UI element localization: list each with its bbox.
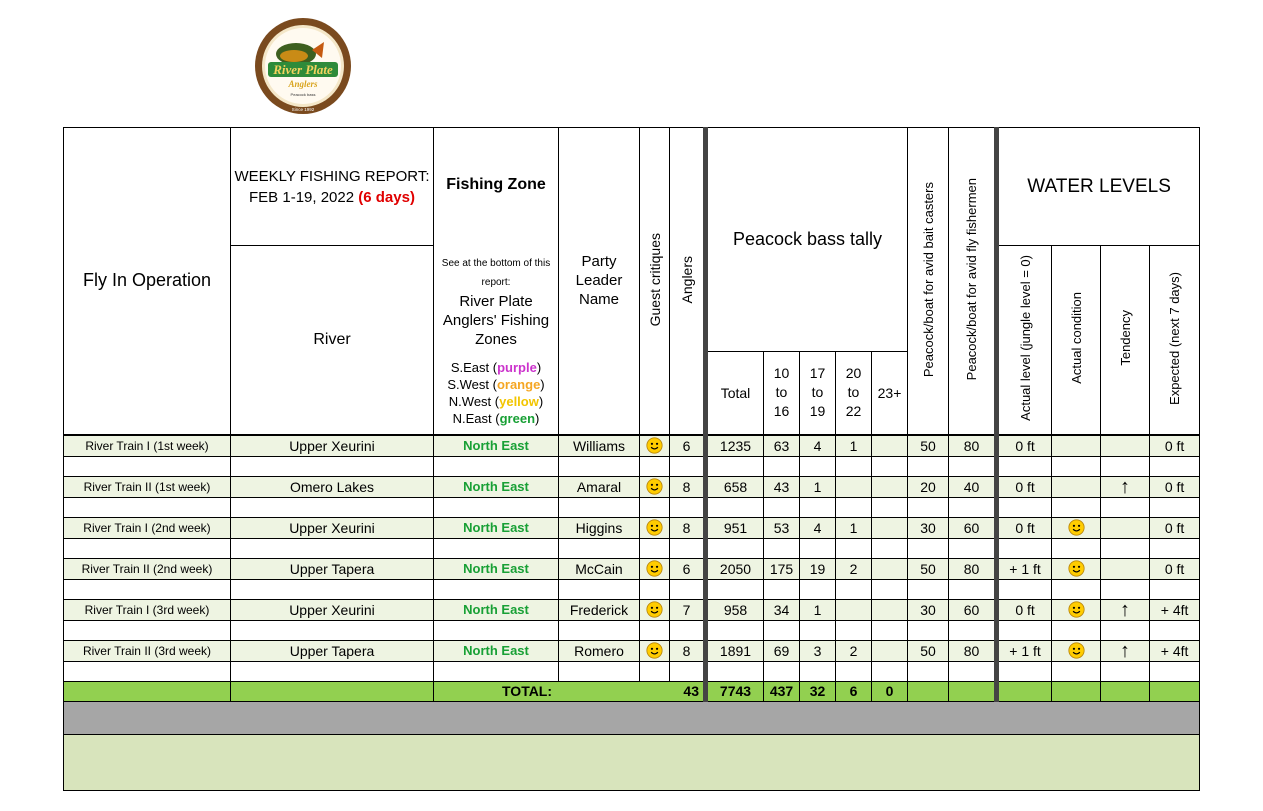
leader-cell: McCain (559, 558, 640, 579)
totals-expected (1150, 681, 1200, 701)
report-dates: FEB 1-19, 2022 (6 days) (249, 188, 415, 206)
anglers-cell: 8 (670, 517, 706, 538)
fly-cell: 80 (949, 558, 997, 579)
tendency-cell (1101, 476, 1150, 497)
tally-10-16-cell: 175 (764, 558, 800, 579)
logo-tag-text: Peacock bass (290, 92, 316, 97)
totals-cond (1052, 681, 1101, 701)
river-cell: Upper Tapera (231, 640, 434, 661)
spacer-row (64, 456, 1200, 476)
tendency-cell (1101, 640, 1150, 661)
peacock-tally-header: Peacock bass tally (706, 128, 908, 352)
river-plate-anglers-logo (254, 14, 352, 118)
tally-total-header: Total (706, 352, 764, 435)
tally-10-16-cell: 43 (764, 476, 800, 497)
bait-cell: 30 (908, 599, 949, 620)
smiley-face-icon (646, 642, 663, 659)
notes-row (64, 734, 1200, 790)
tally-20-22-cell: 1 (836, 517, 872, 538)
tally-23-plus-header: 23+ (872, 352, 908, 435)
river-cell: Upper Tapera (231, 558, 434, 579)
totals-row (64, 681, 1200, 701)
totals-cell-op (64, 681, 231, 701)
actual-condition-cell (1052, 558, 1101, 579)
totals-anglers: 43 (683, 682, 699, 699)
actual-level-cell: 0 ft (997, 517, 1052, 538)
smiley-face-icon (646, 437, 663, 454)
tally-17-19-cell: 1 (800, 476, 836, 497)
fly-cell: 60 (949, 517, 997, 538)
operation-cell: River Train I (2nd week) (64, 517, 231, 538)
report-days: (6 days) (358, 188, 415, 206)
expected-cell: 0 ft (1150, 517, 1200, 538)
tally-23-plus-cell (872, 558, 908, 579)
tally-23-plus-cell (872, 435, 908, 457)
up-arrow-icon: ↑ (1120, 640, 1131, 661)
tally-total-cell: 958 (706, 599, 764, 620)
report-title: WEEKLY FISHING REPORT: (234, 167, 430, 185)
tally-total-cell: 658 (706, 476, 764, 497)
smiley-face-icon (646, 519, 663, 536)
expected-header: Expected (next 7 days) (1150, 246, 1200, 435)
anglers-cell: 6 (670, 558, 706, 579)
guest-critique-cell (640, 599, 670, 620)
actual-condition-cell (1052, 599, 1101, 620)
actual-condition-cell (1052, 435, 1101, 457)
river-header: River (231, 246, 434, 435)
report-row (64, 435, 1200, 457)
tally-total-cell: 2050 (706, 558, 764, 579)
tally-17-19-cell: 4 (800, 517, 836, 538)
report-row (64, 476, 1200, 497)
tally-17-19-cell: 3 (800, 640, 836, 661)
smiley-face-icon (646, 601, 663, 618)
tally-17-19-cell: 4 (800, 435, 836, 457)
operation-cell: River Train I (3rd week) (64, 599, 231, 620)
fishing-zone-header (434, 128, 559, 435)
tally-17-19-cell: 1 (800, 599, 836, 620)
fly-cell: 60 (949, 599, 997, 620)
leader-cell: Higgins (559, 517, 640, 538)
zone-cell: North East (434, 558, 559, 579)
tally-20-22-header: 20 to 22 (836, 352, 872, 435)
tally-10-16-cell: 34 (764, 599, 800, 620)
operation-cell: River Train I (1st week) (64, 435, 231, 457)
logo-brand-text: River Plate (273, 62, 333, 77)
guest-critique-cell (640, 517, 670, 538)
totals-bait (908, 681, 949, 701)
up-arrow-icon: ↑ (1120, 599, 1131, 620)
bait-cell: 50 (908, 435, 949, 457)
fly-in-operation-header: Fly In Operation (64, 128, 231, 435)
totals-level (997, 681, 1052, 701)
zone-cell: North East (434, 599, 559, 620)
water-levels-header: WATER LEVELS (997, 128, 1200, 246)
tally-20-22-cell (836, 476, 872, 497)
zone-cell: North East (434, 640, 559, 661)
guest-critique-cell (640, 476, 670, 497)
tally-23-plus-cell (872, 640, 908, 661)
tendency-header: Tendency (1101, 246, 1150, 435)
expected-cell: 0 ft (1150, 476, 1200, 497)
spacer-row (64, 538, 1200, 558)
tally-total-cell: 1235 (706, 435, 764, 457)
tendency-cell (1101, 599, 1150, 620)
smiley-face-icon (646, 560, 663, 577)
report-row (64, 640, 1200, 661)
spacer-row (64, 620, 1200, 640)
operation-cell: River Train II (1st week) (64, 476, 231, 497)
zone-note: See at the bottom of this report: (441, 258, 551, 288)
zone-cell: North East (434, 435, 559, 457)
smiley-face-icon (1068, 642, 1085, 659)
tally-10-16-cell: 69 (764, 640, 800, 661)
guest-critique-cell (640, 435, 670, 457)
tally-23-plus-cell (872, 476, 908, 497)
tally-10-16-cell: 63 (764, 435, 800, 457)
zone-cell: North East (434, 517, 559, 538)
smiley-face-icon (1068, 519, 1085, 536)
expected-cell: + 4ft (1150, 640, 1200, 661)
tally-23-plus-cell (872, 517, 908, 538)
anglers-cell: 7 (670, 599, 706, 620)
totals-fly (949, 681, 997, 701)
tally-total-cell: 951 (706, 517, 764, 538)
zone-legend: S.East (purple) S.West (orange) N.West (yellow) N.East (green) (447, 360, 545, 426)
tendency-cell (1101, 558, 1150, 579)
tally-17-19-header: 17 to 19 (800, 352, 836, 435)
report-row (64, 517, 1200, 538)
river-cell: Omero Lakes (231, 476, 434, 497)
fly-cell: 80 (949, 435, 997, 457)
actual-condition-header: Actual condition (1052, 246, 1101, 435)
expected-cell: 0 ft (1150, 558, 1200, 579)
river-cell: Upper Xeurini (231, 435, 434, 457)
anglers-header: Anglers (670, 128, 706, 435)
actual-level-cell: + 1 ft (997, 640, 1052, 661)
tally-17-19-cell: 19 (800, 558, 836, 579)
actual-condition-cell (1052, 476, 1101, 497)
operation-cell: River Train II (3rd week) (64, 640, 231, 661)
zone-title: River Plate Anglers' Fishing Zones (442, 293, 550, 348)
gray-separator-row (64, 701, 1200, 734)
zone-cell: North East (434, 476, 559, 497)
smiley-face-icon (1068, 601, 1085, 618)
fishing-report-table (63, 127, 1200, 791)
actual-level-cell: 0 ft (997, 476, 1052, 497)
tendency-cell (1101, 517, 1150, 538)
bait-casters-header: Peacock/boat for avid bait casters (908, 128, 949, 435)
expected-cell: 0 ft (1150, 435, 1200, 457)
totals-17-19: 32 (800, 681, 836, 701)
tally-20-22-cell: 2 (836, 558, 872, 579)
totals-tend (1101, 681, 1150, 701)
leader-cell: Frederick (559, 599, 640, 620)
report-row (64, 558, 1200, 579)
fly-cell: 80 (949, 640, 997, 661)
totals-cell-river (231, 681, 434, 701)
tally-10-16-header: 10 to 16 (764, 352, 800, 435)
tally-10-16-cell: 53 (764, 517, 800, 538)
anglers-cell: 6 (670, 435, 706, 457)
tally-total-cell: 1891 (706, 640, 764, 661)
fishing-zone-title: Fishing Zone (446, 176, 546, 193)
guest-critique-cell (640, 640, 670, 661)
leader-cell: Williams (559, 435, 640, 457)
guest-critique-cell (640, 558, 670, 579)
fly-fishermen-header: Peacock/boat for avid fly fishermen (949, 128, 997, 435)
tally-20-22-cell: 1 (836, 435, 872, 457)
guest-critiques-header: Guest critiques (640, 128, 670, 435)
expected-cell: + 4ft (1150, 599, 1200, 620)
tally-20-22-cell: 2 (836, 640, 872, 661)
actual-condition-cell (1052, 517, 1101, 538)
spacer-row (64, 497, 1200, 517)
fly-cell: 40 (949, 476, 997, 497)
report-title-cell (231, 128, 434, 246)
bait-cell: 50 (908, 640, 949, 661)
totals-total: 7743 (706, 681, 764, 701)
tally-23-plus-cell (872, 599, 908, 620)
leader-cell: Romero (559, 640, 640, 661)
smiley-face-icon (646, 478, 663, 495)
spacer-row (64, 661, 1200, 681)
logo-anglers-text: Anglers (288, 79, 318, 89)
smiley-face-icon (1068, 560, 1085, 577)
bait-cell: 30 (908, 517, 949, 538)
report-row (64, 599, 1200, 620)
river-cell: Upper Xeurini (231, 517, 434, 538)
actual-level-header: Actual level (jungle level = 0) (997, 246, 1052, 435)
spacer-row (64, 579, 1200, 599)
totals-10-16: 437 (764, 681, 800, 701)
bait-cell: 20 (908, 476, 949, 497)
totals-20-22: 6 (836, 681, 872, 701)
bait-cell: 50 (908, 558, 949, 579)
logo-since-text: Since 1992 (291, 107, 315, 112)
anglers-cell: 8 (670, 476, 706, 497)
up-arrow-icon: ↑ (1120, 476, 1131, 497)
tendency-cell (1101, 435, 1150, 457)
totals-label: TOTAL: (502, 682, 553, 699)
river-cell: Upper Xeurini (231, 599, 434, 620)
actual-level-cell: 0 ft (997, 599, 1052, 620)
actual-level-cell: 0 ft (997, 435, 1052, 457)
operation-cell: River Train II (2nd week) (64, 558, 231, 579)
totals-23-plus: 0 (872, 681, 908, 701)
leader-cell: Amaral (559, 476, 640, 497)
actual-condition-cell (1052, 640, 1101, 661)
totals-label-cell (434, 681, 706, 701)
actual-level-cell: + 1 ft (997, 558, 1052, 579)
anglers-cell: 8 (670, 640, 706, 661)
tally-20-22-cell (836, 599, 872, 620)
party-leader-header: Party Leader Name (559, 128, 640, 435)
